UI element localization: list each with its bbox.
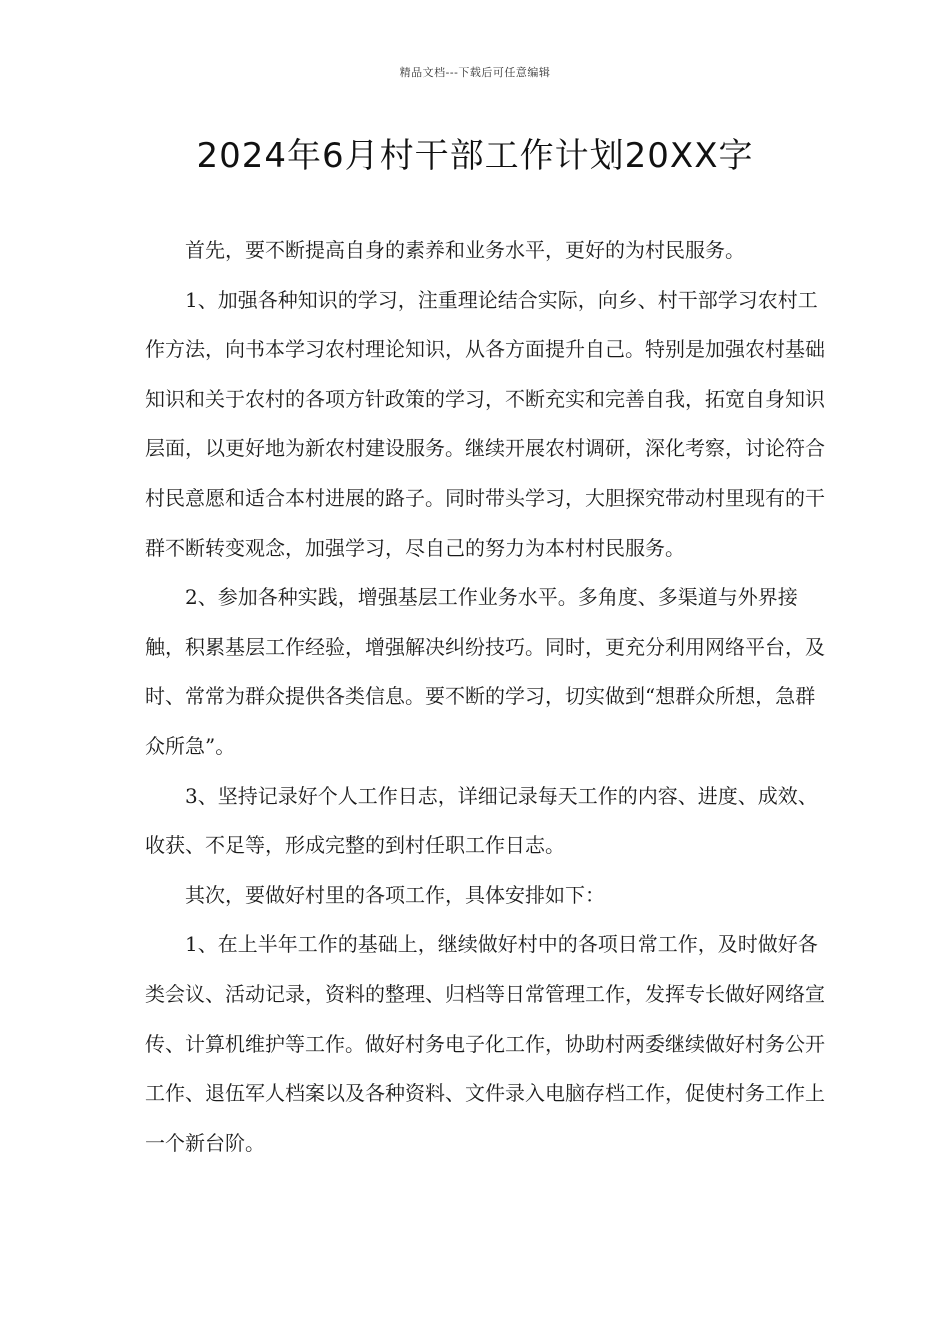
paragraph-second-section: 其次，要做好村里的各项工作，具体安排如下： <box>185 882 605 907</box>
paragraph-intro: 首先，要不断提高自身的素养和业务水平，更好的为村民服务。 <box>185 238 745 262</box>
document-body <box>145 226 825 1168</box>
document-title: 2024年6月村干部工作计划20XX字 <box>196 136 754 176</box>
paragraph-item-2: 2、参加各种实践，增强基层工作业务水平。多角度、多渠道与外界接触，积累基层工作经验，增强解决纠纷技巧。同时，更充分利用网络平台，及时、常常为群众提供各类信息。要不断的学习，切实做到“想群众所想，急群众所急”。 <box>145 585 825 758</box>
paragraph-second-item-1: 1、在上半年工作的基础上，继续做好村中的各项日常工作，及时做好各类会议、活动记录，资料的整理、归档等日常管理工作，发挥专长做好网络宣传、计算机维护等工作。做好村务电子化工作，协助村两委继续做好村务公开工作、退伍军人档案以及各种资料、文件录入电脑存档工作，促使村务工作上一个新台阶。 <box>145 932 825 1155</box>
paragraph-item-1: 1、加强各种知识的学习，注重理论结合实际，向乡、村干部学习农村工作方法，向书本学习农村理论知识，从各方面提升自己。特别是加强农村基础知识和关于农村的各项方针政策的学习，不断充实和完善自我，拓宽自身知识层面，以更好地为新农村建设服务。继续开展农村调研，深化考察，讨论符合村民意愿和适合本村进展的路子。同时带头学习，大胆探究带动村里现有的干群不断转变观念，加强学习，尽自己的努力为本村村民服务。 <box>145 287 825 560</box>
page-header-note: 精品文档---下载后可任意编辑 <box>399 66 551 79</box>
paragraph-item-3: 3、坚持记录好个人工作日志，详细记录每天工作的内容、进度、成效、收获、不足等，形成完整的到村任职工作日志。 <box>145 783 818 858</box>
